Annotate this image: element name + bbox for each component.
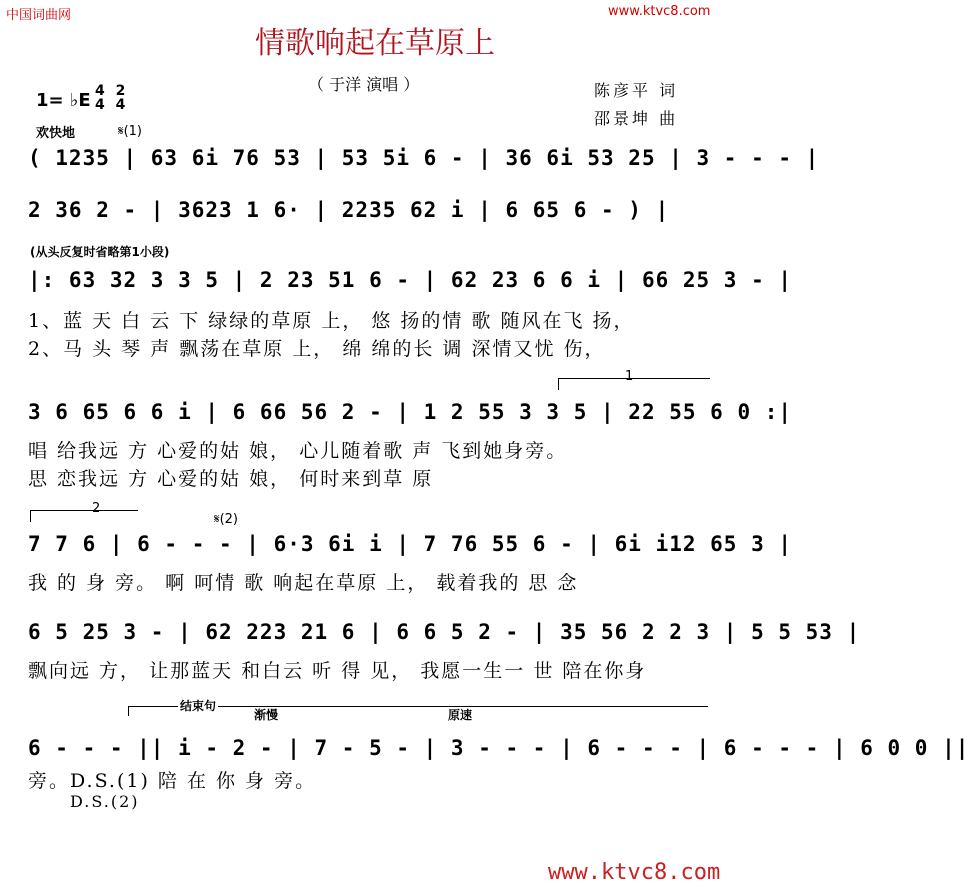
repeat-instruction: (从头反复时省略第1小段) [30,245,170,259]
lyric-row-4-verse-1: 唱 给我远 方 心爱的姑 娘， 心儿随着歌 声 飞到她身旁。 [28,440,568,462]
lyric-row-5: 我 的 身 旁。 啊 呵情 歌 响起在草原 上， 载着我的 思 念 [28,572,579,594]
ending-label: 结束句 [180,699,217,713]
composer-credit: 邵景坤 曲 [594,109,679,128]
volta-2-bracket [30,510,138,511]
volta-1-label: 1 [625,369,634,384]
volta-2-label: 2 [92,501,101,516]
tempo-marking: 欢快地 [36,126,76,141]
ending-bracket-left [128,706,129,716]
lyric-row-4-verse-2: 思 恋我远 方 心爱的姑 娘， 何时来到草 原 [28,468,434,490]
site-watermark-left: 中国词曲网 [6,8,72,23]
notation-row-2: 2 36 2 - | 3623 1 6· | 2235 62 i | 6 65 6 - ) | [28,198,670,222]
dal-segno-2: D.S.(2) [70,792,140,811]
segno-mark-1: 𝄋(1) [118,124,143,139]
site-watermark-right: www.ktvc8.com [608,4,711,19]
singer-credit: （ 于洋 演唱 ） [308,75,420,94]
notation-row-3: |: 63 32 3 3 5 | 2 23 51 6 - | 62 23 6 6 i | 66 25 3 - | [28,268,793,292]
notation-row-6: 6 5 25 3 - | 62 223 21 6 | 6 6 5 2 - | 35 56 2 2 3 | 5 5 53 | [28,620,861,644]
ritardando-mark: 渐慢 [254,708,279,722]
footer-watermark: www.ktvc8.com [548,860,721,885]
lyricist-credit: 陈彦平 词 [594,81,679,100]
song-title: 情歌响起在草原上 [255,26,495,61]
notation-row-4: 3 6 65 6 6 i | 6 66 56 2 - | 1 2 55 3 3 5 | 22 55 6 0 :| [28,400,793,424]
a-tempo-mark: 原速 [448,708,473,722]
key-signature: 1= ♭E [36,90,91,111]
lyric-row-3-verse-2: 2、马 头 琴 声 飘荡在草原 上， 绵 绵的长 调 深情又忧 伤， [28,338,606,360]
volta-1-bracket [558,378,710,379]
segno-mark-2: 𝄋(2) [214,512,239,527]
notation-row-1: ( 1235 | 63 6i 76 53 | 53 5i 6 - | 36 6i 53 25 | 3 - - - | [28,146,820,170]
volta-2-bracket-left [30,510,31,522]
lyric-row-3-verse-1: 1、蓝 天 白 云 下 绿绿的草原 上， 悠 扬的情 歌 随风在飞 扬， [28,310,635,332]
notation-row-5: 7 7 6 | 6 - - - | 6·3 6i i | 7 76 55 6 - | 6i i12 65 3 | [28,532,793,556]
time-signature: 4 4 2 4 [95,83,126,113]
notation-row-7: 6 - - - || i - 2 - | 7 - 5 - | 3 - - - | 6 - - - | 6 - - - | 6 0 0 || [28,736,969,760]
lyric-row-7: 旁。D.S.(1) 陪 在 你 身 旁。 [28,770,317,792]
volta-1-bracket-left [558,378,559,390]
lyric-row-6: 飘向远 方， 让那蓝天 和白云 听 得 见， 我愿一生一 世 陪在你身 [28,660,647,682]
